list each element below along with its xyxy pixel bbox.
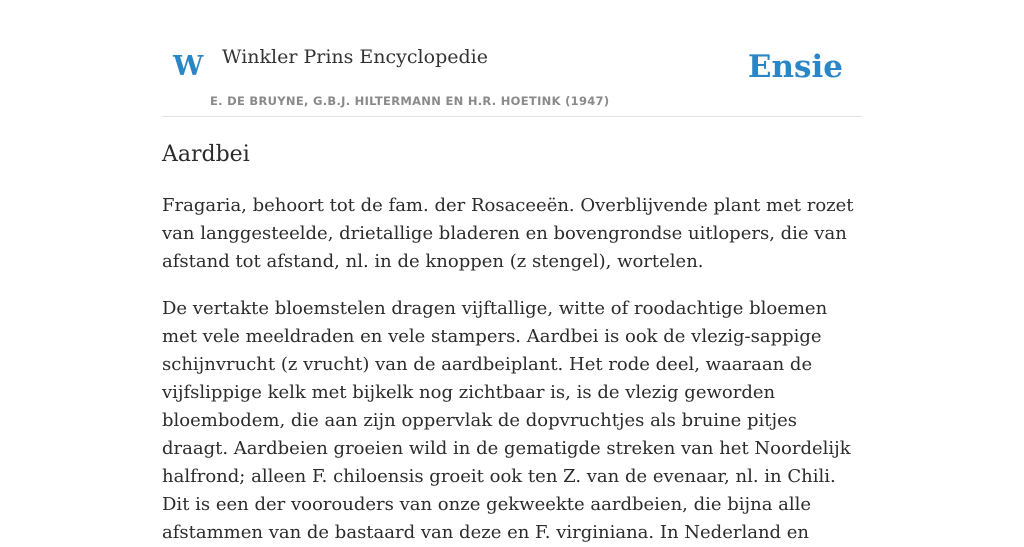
- article-paragraph: Fragaria, behoort tot de fam. der Rosaceeën. Overblijvende plant met rozet van langgesteelde, drietallige bladeren en bovengrondse uitlopers, die van afstand tot afstand, nl. in de knoppen (z stengel), wortelen.: [162, 195, 854, 273]
- publication-title[interactable]: Winkler Prins Encyclopedie: [222, 46, 488, 68]
- publication-header: [162, 0, 862, 117]
- page: [162, 0, 862, 547]
- article-title: Aardbei: [162, 142, 250, 167]
- article-paragraph: De vertakte bloemstelen dragen vijftallige, witte of roodachtige bloemen met vele meeldraden en vele stampers. Aardbei is ook de vlezig-sappige schijnvrucht (z vrucht) van de aardbeiplant. Het rode deel, waaraan de vijfslippige kelk met bijkelk nog zichtbaar is, is de vlezig geworden bloembodem, die aan zijn oppervlak de dopvruchtjes als bruine pitjes draagt. Aardbeien groeien wild in de gematigde streken van het Noordelijk halfrond; alleen F. chiloensis groeit ook ten Z. van de evenaar, nl. in Chili. Dit is een der voorouders van onze gekweekte aardbeien, die bijna alle afstammen van de bastaard van deze en F. virginiana. In Nederland en: [162, 298, 851, 544]
- publication-authors: E. DE BRUYNE, G.B.J. HILTERMANN EN H.R. HOETINK (1947): [210, 94, 610, 108]
- article: [162, 142, 862, 547]
- brand-logo[interactable]: Ensie: [747, 49, 843, 85]
- publication-logo[interactable]: W: [173, 51, 204, 82]
